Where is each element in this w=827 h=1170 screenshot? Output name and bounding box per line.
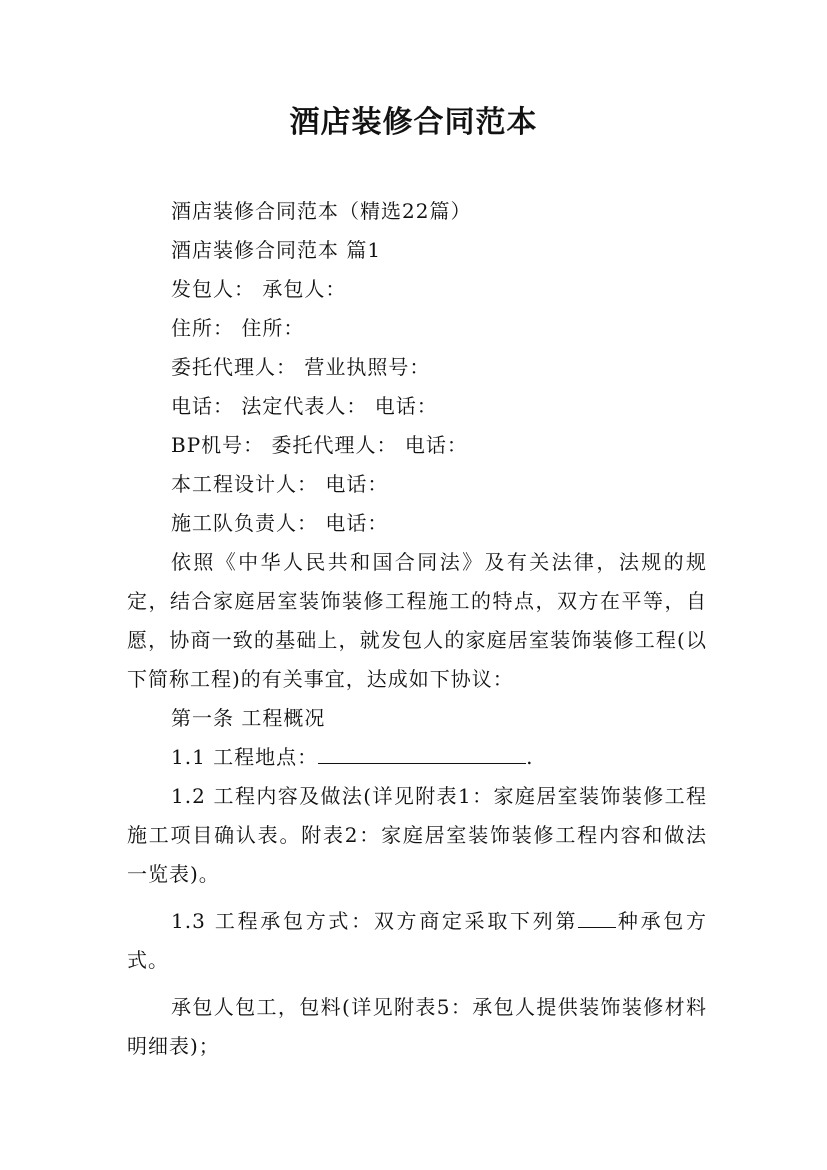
item-1-1-label: 1.1 工程地点：: [171, 745, 319, 769]
contract-mode-paragraph: 承包人包工，包料(详见附表5：承包人提供装饰装修材料明细表)；: [127, 995, 707, 1058]
item-1-3-end: 种承包方式。: [127, 909, 707, 972]
item-1-3-label: 1.3 工程承包方式：双方商定采取下列第: [171, 909, 579, 933]
phone-representative-line: 电话： 法定代表人： 电话：: [171, 394, 438, 418]
subtitle-line: 酒店装修合同范本（精选22篇）: [171, 199, 472, 223]
article-1-heading: 第一条 工程概况: [171, 706, 326, 730]
item-1-1: [127, 738, 707, 777]
location-blank: [318, 741, 526, 764]
part-heading: 酒店装修合同范本 篇1: [171, 238, 382, 262]
item-1-1-end: .: [526, 745, 534, 769]
address-line: 住所： 住所：: [171, 316, 305, 340]
parties-line: 发包人： 承包人：: [171, 277, 347, 301]
document-title: 酒店装修合同范本: [289, 105, 538, 140]
bp-agent-line: BP机号： 委托代理人： 电话：: [171, 433, 468, 457]
team-lead-line: 施工队负责人： 电话：: [171, 511, 389, 535]
item-1-3: [127, 902, 707, 980]
designer-line: 本工程设计人： 电话：: [171, 472, 389, 496]
agent-license-line: 委托代理人： 营业执照号：: [171, 355, 431, 379]
item-1-2: 1.2 工程内容及做法(详见附表1：家庭居室装饰装修工程施工项目确认表。附表2：家庭居室装饰装修工程内容和做法一览表)。: [127, 784, 707, 886]
intro-paragraph: 依照《中华人民共和国合同法》及有关法律，法规的规定，结合家庭居室装饰装修工程施工的特点，双方在平等，自愿，协商一致的基础上，就发包人的家庭居室装饰装修工程(以下简称工程)的有关事宜，达成如下协议：: [127, 550, 707, 691]
mode-number-blank: [578, 905, 616, 928]
document-body: [127, 192, 707, 1066]
